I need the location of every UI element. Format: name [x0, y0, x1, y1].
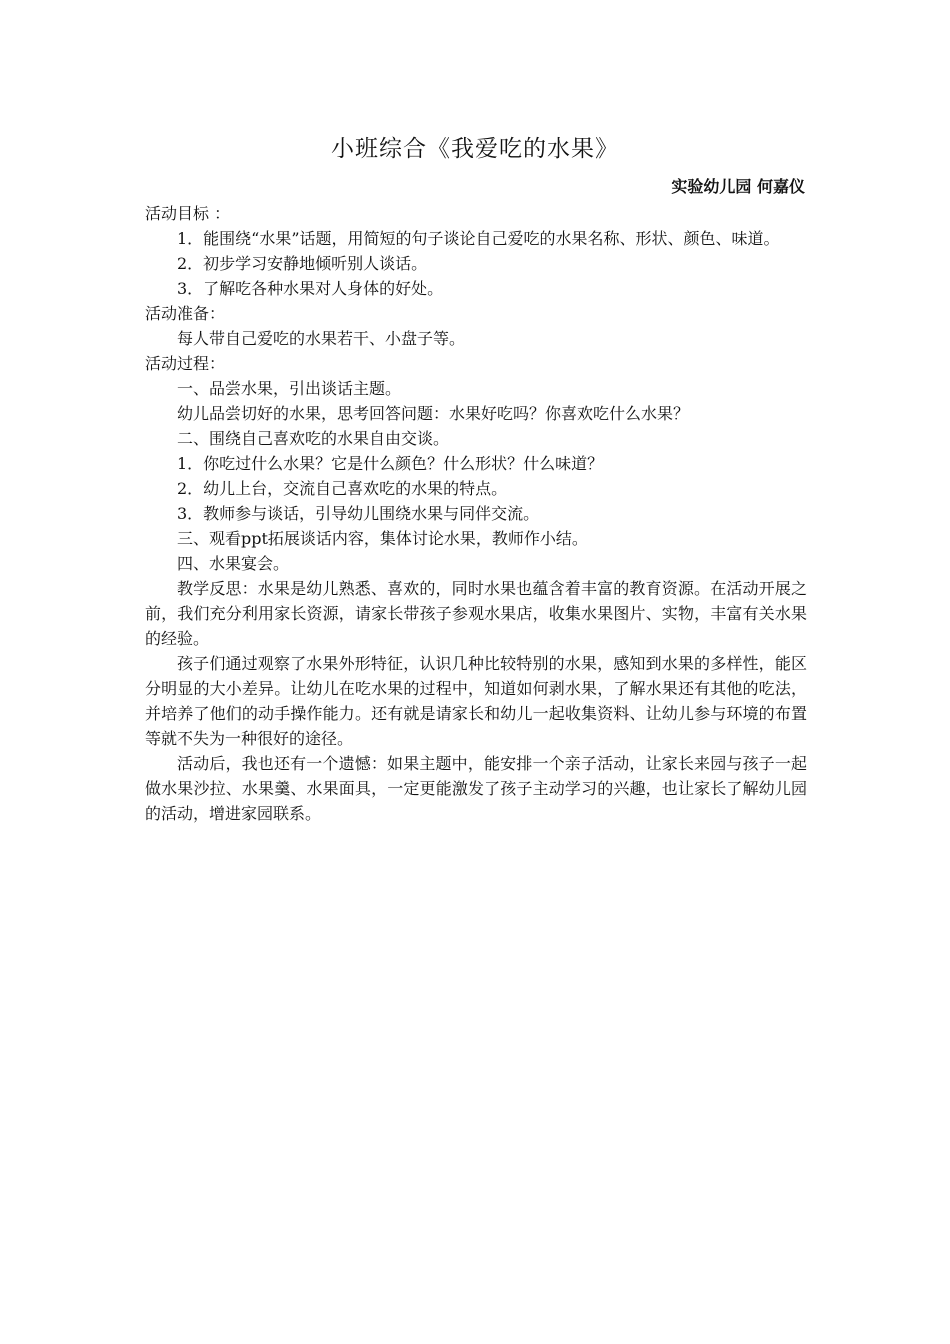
document-author: 实验幼儿园 何嘉仪: [671, 177, 805, 196]
process-heading: 活动过程：: [145, 354, 226, 373]
goal-item: 1．能围绕“水果”话题，用简短的句子谈论自己爱吃的水果名称、形状、颜色、味道。: [177, 229, 780, 248]
process-step: 一、品尝水果，引出谈话主题。: [177, 379, 402, 398]
reflection-paragraph: 教学反思：水果是幼儿熟悉、喜欢的，同时水果也蕴含着丰富的教育资源。在活动开展之前，我们充分利用家长资源，请家长带孩子参观水果店，收集水果图片、实物，丰富有关水果的经验。: [145, 579, 807, 648]
process-step: 3．教师参与谈话，引导幼儿围绕水果与同伴交流。: [177, 504, 540, 523]
process-step: 二、围绕自己喜欢吃的水果自由交谈。: [177, 429, 450, 448]
reflection-paragraph: 孩子们通过观察了水果外形特征，认识几种比较特别的水果，感知到水果的多样性，能区分明显的大小差异。让幼儿在吃水果的过程中，知道如何剥水果，了解水果还有其他的吃法，并培养了他们的动手操作能力。还有就是请家长和幼儿一起收集资料、让幼儿参与环境的布置等就不失为一种很好的途径。: [145, 654, 807, 748]
document-title: 小班综合《我爱吃的水果》: [331, 136, 619, 162]
goal-item: 2．初步学习安静地倾听别人谈话。: [177, 254, 428, 273]
goals-heading: 活动目标 ：: [145, 204, 231, 223]
reflection-paragraph: 活动后，我也还有一个遗憾：如果主题中，能安排一个亲子活动，让家长来园与孩子一起做水果沙拉、水果羹、水果面具，一定更能激发了孩子主动学习的兴趣，也让家长了解幼儿园的活动，增进家园联系。: [145, 754, 807, 823]
prep-text: 每人带自己爱吃的水果若干、小盘子等。: [177, 329, 466, 348]
process-step: 四、水果宴会。: [177, 554, 290, 573]
prep-heading: 活动准备：: [145, 304, 226, 323]
goal-item: 3．了解吃各种水果对人身体的好处。: [177, 279, 444, 298]
process-step: 幼儿品尝切好的水果，思考回答问题：水果好吃吗？你喜欢吃什么水果？: [177, 404, 690, 423]
document-body: [145, 201, 807, 826]
process-step: 2．幼儿上台，交流自己喜欢吃的水果的特点。: [177, 479, 508, 498]
process-step: 三、观看ppt拓展谈话内容，集体讨论水果，教师作小结。: [177, 529, 588, 548]
process-step: 1．你吃过什么水果？它是什么颜色？什么形状？什么味道？: [177, 454, 604, 473]
